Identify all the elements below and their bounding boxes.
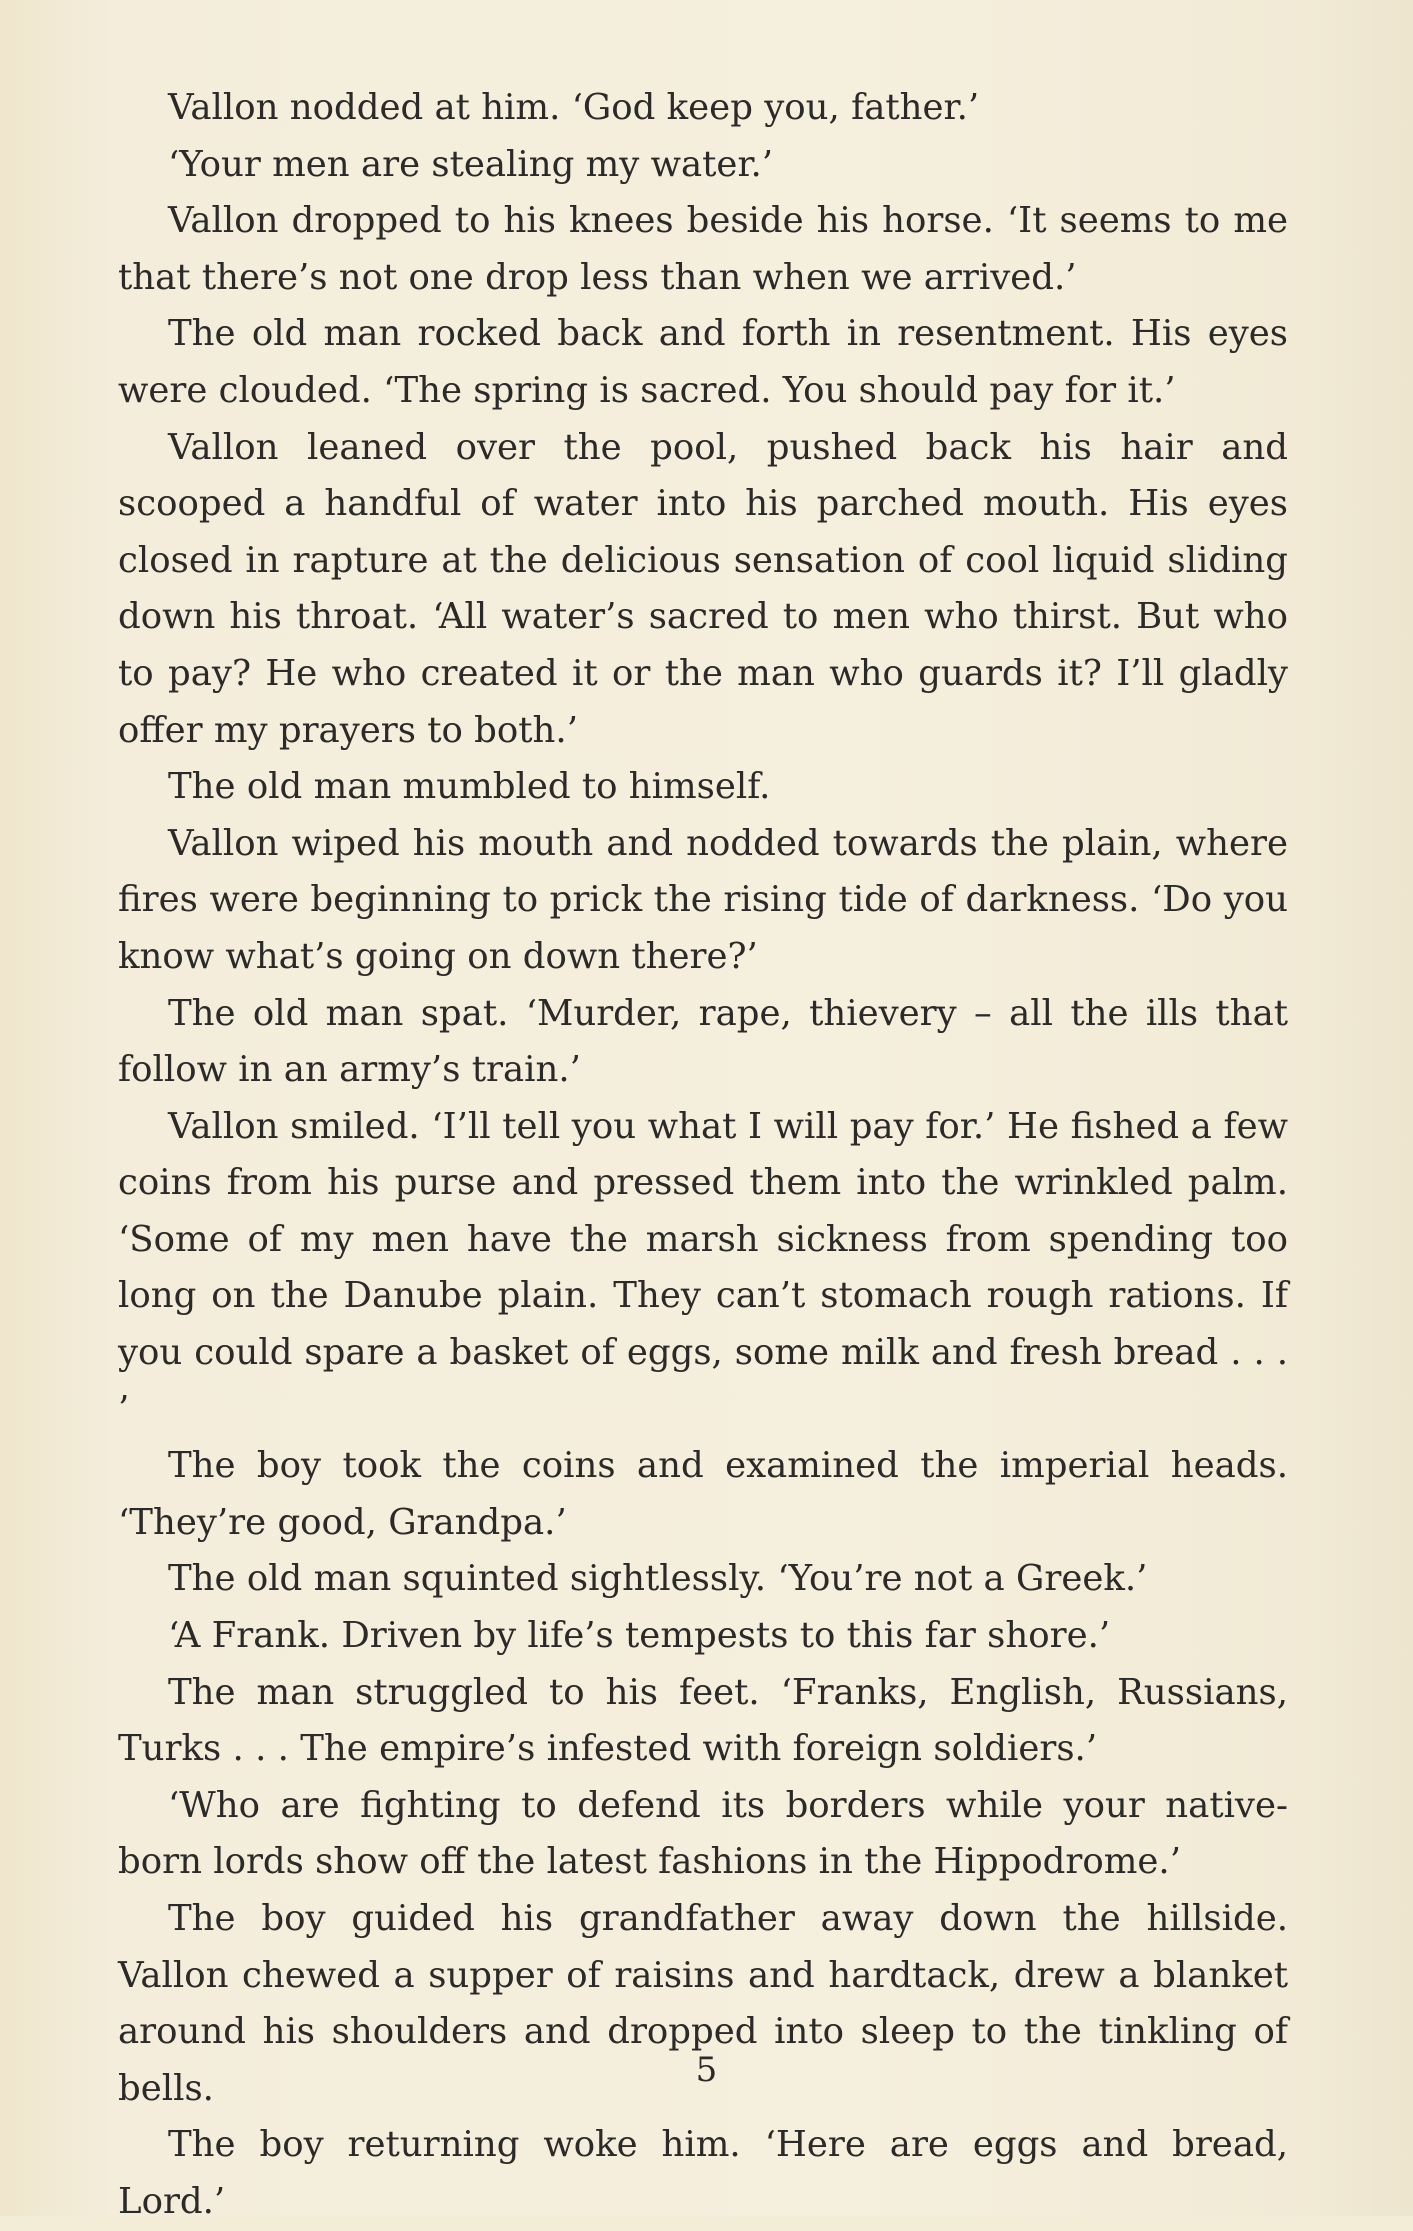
paragraph: The old man squinted sightlessly. ‘You’re not a Greek.’ xyxy=(168,1558,1148,1600)
paragraph: ‘A Frank. Driven by life’s tempests to this far shore.’ xyxy=(168,1615,1111,1657)
paragraph: ‘Your men are stealing my water.’ xyxy=(168,143,774,185)
paragraph: The old man spat. ‘Murder, rape, thievery – all the ills that follow in an army’s train.’ xyxy=(118,992,1288,1091)
paragraph: Vallon leaned over the pool, pushed back his hair and scooped a handful of water into his parched mouth. His eyes closed in rapture at the delicious sensation of cool liquid sliding down his throat. ‘All water’s sacred to men who thirst. But who to pay? He who created it or the man who guards it? I’ll gladly offer my prayers to both.’ xyxy=(118,426,1288,751)
paragraph: Vallon wiped his mouth and nodded towards the plain, where fires were beginning to prick the rising tide of darkness. ‘Do you know what’s going on down there?’ xyxy=(118,822,1288,977)
page-edge-shading xyxy=(1303,0,1413,2216)
paragraph: The old man rocked back and forth in resentment. His eyes were clouded. ‘The spring is sacred. You should pay for it.’ xyxy=(118,313,1288,411)
paragraph: The boy took the coins and examined the imperial heads. ‘They’re good, Grandpa.’ xyxy=(118,1445,1288,1543)
paragraph: The old man mumbled to himself. xyxy=(168,766,771,808)
page-number: 5 xyxy=(695,2050,718,2090)
paragraph: The boy guided his grandfather away down the hillside. Vallon chewed a supper of raisins and hardtack, drew a blanket around his shoulders and dropped into sleep to the tinkling of bells. xyxy=(118,1898,1288,2109)
paragraph: The man struggled to his feet. ‘Franks, English, Russians, Turks . . . The empire’s infested with foreign soldiers.’ xyxy=(118,1671,1288,1770)
body-text xyxy=(118,80,1288,2231)
paragraph: ‘Who are fighting to defend its borders while your native-born lords show off the latest fashions in the Hippodrome.’ xyxy=(118,1784,1288,1883)
paragraph: Vallon smiled. ‘I’ll tell you what I will pay for.’ He fished a few coins from his purse and pressed them into the wrinkled palm. ‘Some of my men have the marsh sickness from spending too long on the Danube plain. They can’t stomach rough rations. If you could spare a basket of eggs, some milk and fresh bread . . . ’ xyxy=(118,1105,1288,1430)
paragraph: Vallon nodded at him. ‘God keep you, father.’ xyxy=(168,87,980,128)
paragraph: Vallon dropped to his knees beside his horse. ‘It seems to me that there’s not one drop less than when we arrived.’ xyxy=(118,200,1288,298)
paragraph: The boy returning woke him. ‘Here are eggs and bread, Lord.’ xyxy=(118,2124,1288,2222)
